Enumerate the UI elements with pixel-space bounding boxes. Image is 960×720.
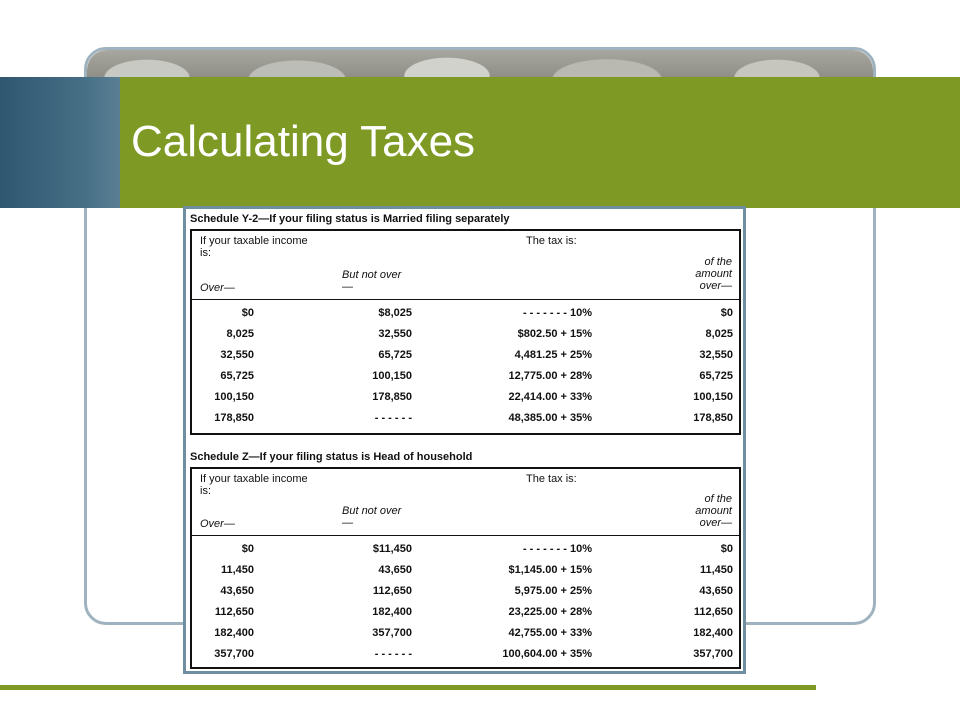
table-row: $0 $11,450 - - - - - - - 10% $0: [241, 543, 733, 555]
table-row: 100,150 178,850 22,414.00 + 33% 100,150: [214, 391, 733, 403]
schedule-title: Schedule Y-2—If your filing status is Married filing separately: [190, 213, 510, 225]
of-amount-over-header: of the amount over—: [695, 493, 732, 529]
table-row: 182,400 357,700 42,755.00 + 33% 182,400: [214, 627, 733, 639]
income-label: If your taxable income is:: [200, 473, 308, 497]
table-row: 357,700 - - - - - - 100,604.00 + 35% 357,700: [214, 648, 733, 660]
table-row: 11,450 43,650 $1,145.00 + 15% 11,450: [220, 564, 733, 576]
title-accent-block: [0, 77, 120, 208]
of-amount-over-header: of the amount over—: [695, 256, 732, 292]
header-rule: [192, 535, 739, 536]
header-rule: [192, 299, 739, 300]
tax-is-header: The tax is:: [526, 235, 577, 247]
schedule-table: [190, 467, 741, 669]
table-row: 112,650 182,400 23,225.00 + 28% 112,650: [214, 606, 733, 618]
but-not-over-header: But not over—: [342, 269, 402, 293]
tax-is-header: The tax is:: [526, 473, 577, 485]
table-row: 32,550 65,725 4,481.25 + 25% 32,550: [220, 349, 733, 361]
schedule-table: [190, 229, 741, 435]
income-label: If your taxable income is:: [200, 235, 308, 259]
slide-title: Calculating Taxes: [131, 117, 476, 166]
table-row: 178,850 - - - - - - 48,385.00 + 35% 178,850: [214, 412, 733, 424]
table-row: 65,725 100,150 12,775.00 + 28% 65,725: [220, 370, 733, 382]
tax-schedules-image: [183, 206, 746, 674]
over-header: Over—: [200, 282, 235, 294]
schedule-title: Schedule Z—If your filing status is Head of household: [190, 451, 473, 463]
table-row: 8,025 32,550 $802.50 + 15% 8,025: [226, 328, 733, 340]
table-row: 43,650 112,650 5,975.00 + 25% 43,650: [220, 585, 733, 597]
footer-rule: [0, 685, 816, 690]
but-not-over-header: But not over—: [342, 505, 402, 529]
table-row: $0 $8,025 - - - - - - - 10% $0: [241, 307, 733, 319]
over-header: Over—: [200, 518, 235, 530]
